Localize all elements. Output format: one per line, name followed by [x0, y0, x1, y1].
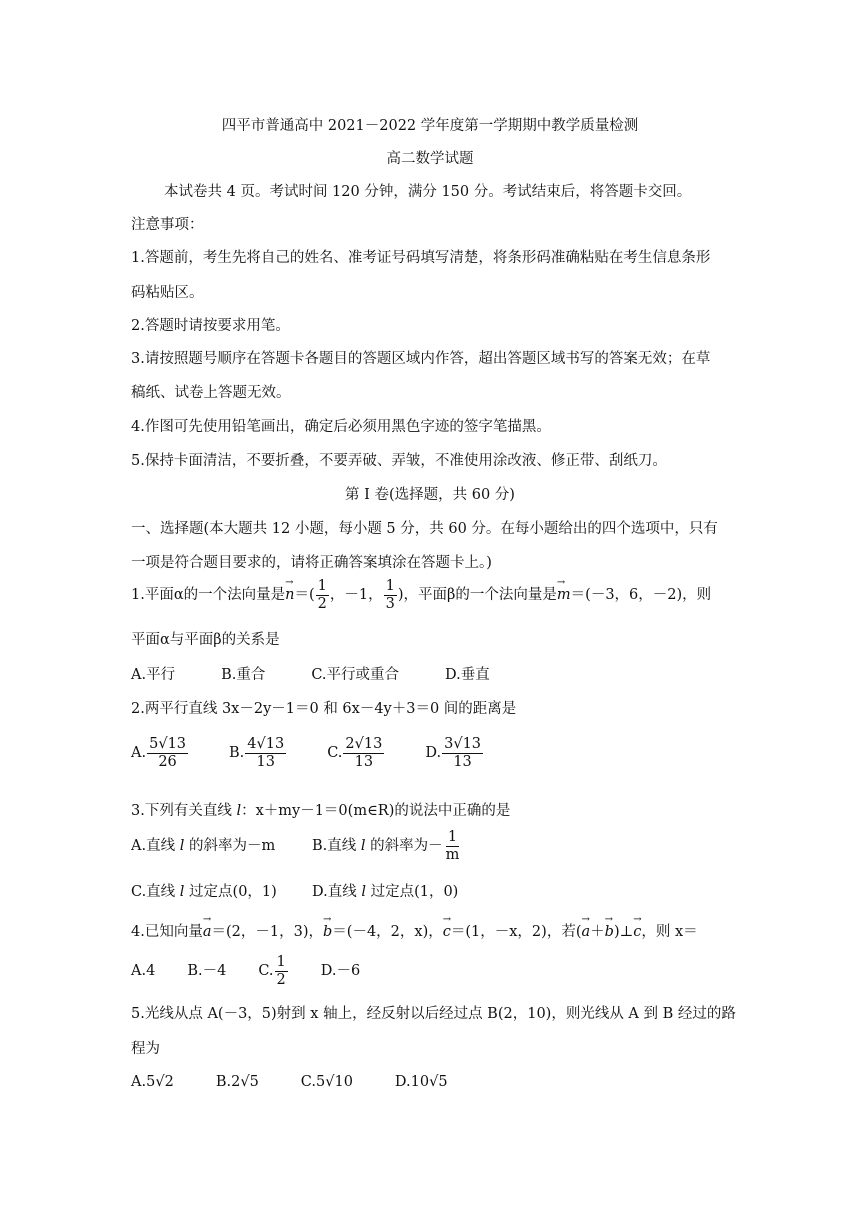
q2-d-den: 13: [453, 753, 472, 770]
q2-c-label: C.: [327, 745, 343, 762]
vector-b-2: → b: [605, 924, 614, 940]
q2-option-c: [327, 736, 385, 770]
q3-a-text-2: 的斜率为－m: [184, 838, 276, 855]
question-4-options: [131, 954, 406, 988]
q3-option-b: [312, 829, 462, 863]
q5-option-c: [301, 1074, 353, 1090]
note-3-line-1: 3.请按照题号顺序在答题卡各题目的答题区域内作答，超出答题区域书写的答案无效；在草: [131, 351, 711, 367]
q3-option-c: [131, 880, 312, 901]
section-desc-line-2: 一项是符合题目要求的，请将正确答案填涂在答题卡上。): [131, 555, 492, 571]
q3-d-text-2: 过定点(1，0): [365, 884, 459, 900]
question-5-stem-line-2: 程为: [131, 1041, 160, 1057]
q4-c-num: 1: [276, 954, 286, 970]
sqrt-icon: √: [256, 736, 266, 752]
q5-c-coef: 5: [315, 1074, 326, 1090]
q1-frac1-num: 1: [317, 578, 327, 594]
q5-option-d: [395, 1074, 448, 1090]
q4-c-fraction: [275, 954, 288, 988]
section-desc-line-1: 一、选择题(本大题共 12 小题，每小题 5 分，共 60 分。在每小题给出的四个选项中，只有: [131, 521, 718, 537]
q3-b-den: m: [445, 846, 460, 863]
q2-c-rad: 13: [363, 736, 383, 752]
q2-b-rad: 13: [265, 736, 285, 752]
q1-text-4: )，平面β的一个法向量是: [397, 587, 557, 604]
section-title: 第 I 卷(选择题，共 60 分): [345, 487, 515, 503]
question-1-line-2: 平面α与平面β的关系是: [131, 632, 280, 648]
sqrt-icon: √: [354, 736, 364, 752]
sqrt-icon: √: [325, 1074, 335, 1090]
q1-frac1-den: 2: [317, 595, 327, 612]
q5-option-a: [131, 1074, 174, 1090]
q5-d-label: D.: [394, 1074, 411, 1090]
q1-text-2: ＝(: [294, 587, 315, 604]
q2-b-den: 13: [256, 753, 275, 770]
q2-c-den: 13: [354, 753, 374, 770]
q2-a-coef: 5: [149, 736, 159, 752]
q1-text-1: 1.平面α的一个法向量是: [131, 587, 286, 604]
q3-option-d: [312, 884, 458, 900]
note-4: 4.作图可先使用铅笔画出，确定后必须用黑色字迹的签字笔描黑。: [131, 419, 551, 435]
question-4-stem: [131, 920, 698, 941]
q4-text-6: )⊥: [613, 924, 634, 940]
note-5: 5.保持卡面清洁，不要折叠，不要弄破、弄皱，不准使用涂改液、修正带、刮纸刀。: [131, 453, 667, 469]
q4-option-b: B.－4: [187, 963, 227, 980]
q4-text-2: ＝(2，－1，3)，: [211, 924, 323, 940]
q4-c-label: C.: [258, 963, 274, 980]
note-2: 2.答题时请按要求用笔。: [131, 318, 290, 334]
q3-b-text-1: B.直线: [312, 838, 361, 855]
vector-a-2: → a: [581, 924, 590, 940]
question-5-stem-line-1: 5.光线从点 A(－3，5)射到 x 轴上，经反射以后经过点 B(2，10)，则光线从 A 到 B 经过的路: [131, 1006, 736, 1022]
vector-a: → a: [203, 924, 212, 940]
q1-option-b: B.重合: [221, 667, 266, 683]
q3-text-2: ：x＋my－1＝0(m∈R)的说法中正确的是: [241, 803, 511, 819]
q5-c-rad: 10: [334, 1074, 353, 1090]
q4-c-den: 2: [276, 971, 286, 988]
q1-frac2-den: 3: [385, 595, 395, 612]
q5-a-rad: 2: [164, 1074, 174, 1090]
q1-fraction-2: [384, 578, 397, 612]
q3-option-a: [131, 834, 312, 855]
q2-d-rad: 13: [462, 736, 482, 752]
q1-option-a: A.平行: [131, 667, 176, 683]
q1-text-3: ，－1，: [329, 587, 383, 604]
sqrt-icon: √: [240, 1074, 250, 1090]
q3-c-text-2: 过定点(0，1): [184, 884, 277, 900]
question-5-options: [131, 1074, 494, 1090]
q4-option-d: D.－6: [320, 963, 361, 980]
q4-text-3: ＝(－4，2，x)，: [332, 924, 443, 940]
q3-line-l: l: [236, 803, 242, 819]
question-3-stem: [131, 799, 510, 820]
vector-c: → c: [443, 924, 451, 940]
q3-text-1: 3.下列有关直线: [131, 803, 237, 819]
q2-c-fraction: [343, 736, 384, 770]
question-3-options-cd: [131, 880, 458, 901]
q3-b-fraction: [444, 829, 462, 863]
q1-fraction-1: [316, 578, 329, 612]
q2-d-label: D.: [425, 745, 442, 762]
q3-a-l: l: [179, 838, 185, 855]
q2-option-d: [425, 736, 484, 770]
q4-text-5: ＋: [590, 924, 605, 940]
q5-option-b: [216, 1074, 259, 1090]
q5-c-label: C.: [300, 1074, 316, 1090]
q1-option-d: D.垂直: [445, 667, 490, 683]
q3-b-num: 1: [447, 829, 458, 845]
q3-b-l: l: [360, 838, 366, 855]
q2-b-coef: 4: [247, 736, 257, 752]
q2-b-fraction: [245, 736, 286, 770]
q4-option-c: [258, 954, 288, 988]
q3-b-text-2: 的斜率为－: [365, 838, 443, 855]
q4-option-a: A.4: [131, 963, 156, 980]
q2-a-rad: 13: [167, 736, 187, 752]
sqrt-icon: √: [158, 736, 168, 752]
q5-b-coef: 2: [231, 1074, 241, 1090]
q1-option-c: C.平行或重合: [311, 667, 400, 683]
exam-intro: 本试卷共 4 页。考试时间 120 分钟，满分 150 分。考试结束后，将答题卡交回。: [164, 184, 692, 200]
vector-b: → b: [323, 924, 332, 940]
question-2-options: [131, 736, 530, 770]
vector-m: → m: [557, 587, 571, 603]
q4-text-4: ＝(1，－x，2)，若(: [450, 924, 582, 940]
q5-b-label: B.: [215, 1074, 232, 1090]
vector-n: → n: [285, 587, 294, 603]
q2-b-label: B.: [229, 745, 245, 762]
exam-title: 四平市普通高中 2021－2022 学年度第一学期期中教学质量检测: [221, 118, 639, 134]
q5-a-coef: 5: [146, 1074, 156, 1090]
q2-a-den: 26: [158, 753, 177, 770]
question-1-options: [131, 663, 536, 684]
vector-c-2: → c: [633, 924, 641, 940]
q5-a-label: A.: [131, 1074, 147, 1090]
q5-d-rad: 5: [438, 1074, 448, 1090]
q2-c-coef: 2: [345, 736, 355, 752]
q2-a-label: A.: [131, 745, 147, 762]
sqrt-icon: √: [453, 736, 463, 752]
exam-subtitle: 高二数学试题: [386, 151, 474, 167]
question-3-options-ab: [131, 829, 462, 863]
q3-c-text-1: C.直线: [131, 884, 180, 900]
q1-text-5: ＝(－3，6，－2)，则: [570, 587, 712, 604]
sqrt-icon: √: [155, 1074, 165, 1090]
q3-d-l: l: [361, 884, 366, 900]
note-3-line-2: 稿纸、试卷上答题无效。: [131, 385, 291, 401]
q2-d-fraction: [442, 736, 483, 770]
sqrt-icon: √: [429, 1074, 439, 1090]
question-2-stem: 2.两平行直线 3x－2y－1＝0 和 6x－4y＋3＝0 间的距离是: [131, 701, 517, 717]
q4-text-1: 4.已知向量: [131, 924, 203, 940]
q3-c-l: l: [179, 884, 185, 900]
q5-b-rad: 5: [249, 1074, 259, 1090]
q3-d-text-1: D.直线: [312, 884, 362, 900]
q2-d-coef: 3: [444, 736, 454, 752]
question-1-stem: [131, 578, 711, 612]
note-1-line-2: 码粘贴区。: [131, 285, 204, 301]
note-1-line-1: 1.答题前，考生先将自己的姓名、准考证号码填写清楚，将条形码准确粘贴在考生信息条形: [131, 250, 711, 266]
q3-a-text-1: A.直线: [131, 838, 180, 855]
q4-text-7: ，则 x＝: [641, 924, 698, 940]
notes-heading: 注意事项：: [131, 217, 204, 233]
q1-frac2-num: 1: [385, 578, 395, 594]
q2-option-a: [131, 736, 189, 770]
q5-d-coef: 10: [410, 1074, 430, 1090]
q2-a-fraction: [147, 736, 188, 770]
q2-option-b: [229, 736, 287, 770]
